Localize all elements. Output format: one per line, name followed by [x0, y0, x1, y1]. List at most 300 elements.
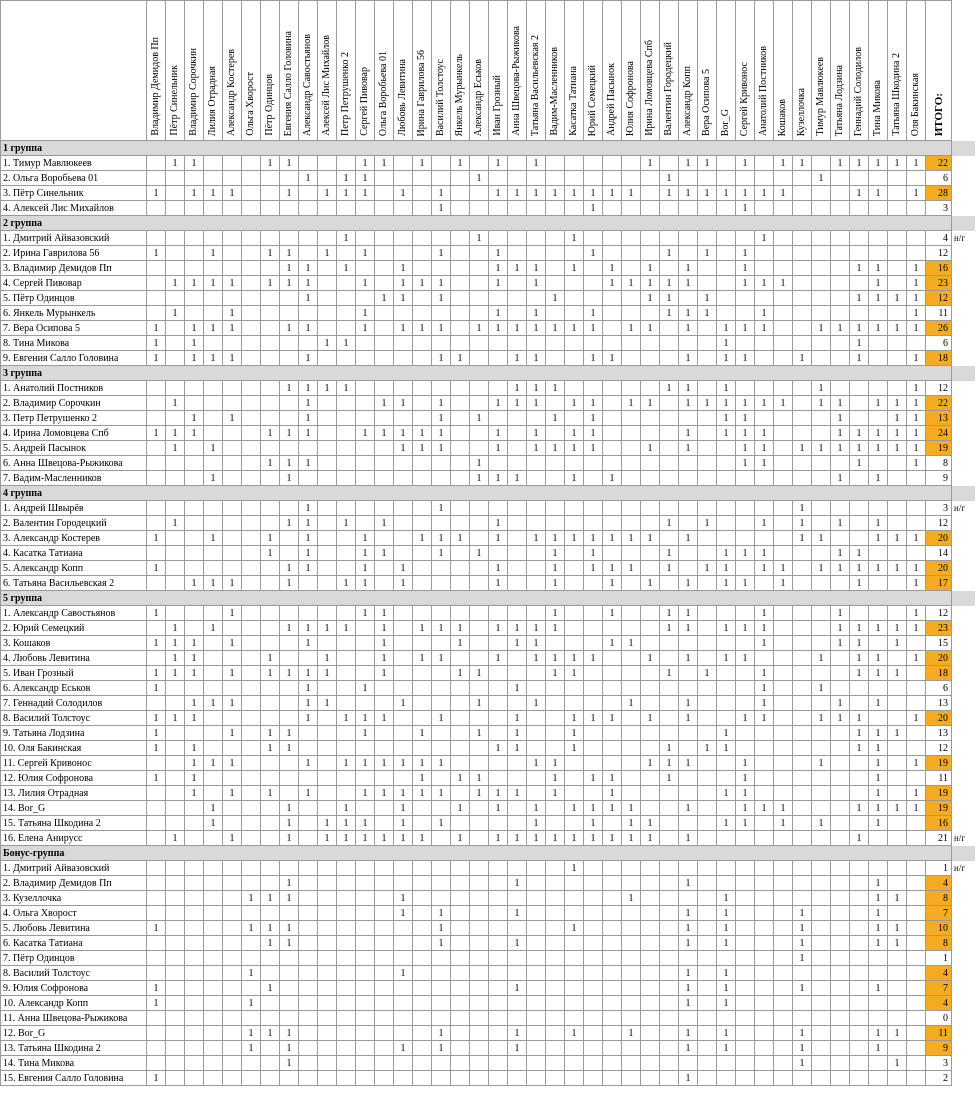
vote-cell — [451, 726, 470, 741]
vote-cell — [755, 201, 774, 216]
vote-cell — [223, 261, 242, 276]
vote-cell — [413, 306, 432, 321]
vote-cell — [166, 201, 185, 216]
vote-cell — [432, 516, 451, 531]
vote-cell — [356, 351, 375, 366]
vote-cell — [774, 426, 793, 441]
note-cell — [952, 1041, 976, 1056]
vote-cell: 1 — [413, 156, 432, 171]
vote-cell: 1 — [774, 561, 793, 576]
vote-cell — [470, 711, 489, 726]
vote-cell: 1 — [147, 336, 166, 351]
vote-cell: 1 — [698, 561, 717, 576]
vote-cell — [793, 681, 812, 696]
vote-cell — [907, 771, 926, 786]
vote-cell — [413, 411, 432, 426]
vote-cell — [527, 906, 546, 921]
vote-cell — [850, 231, 869, 246]
vote-cell — [413, 1011, 432, 1026]
vote-cell — [622, 171, 641, 186]
vote-cell — [565, 696, 584, 711]
vote-cell — [641, 231, 660, 246]
vote-cell — [223, 201, 242, 216]
vote-cell — [888, 576, 907, 591]
vote-cell — [622, 1056, 641, 1071]
total-cell: 18 — [926, 666, 952, 681]
vote-cell — [166, 861, 185, 876]
vote-cell — [261, 396, 280, 411]
vote-cell — [337, 351, 356, 366]
vote-cell — [565, 561, 584, 576]
vote-cell — [508, 516, 527, 531]
vote-cell — [337, 861, 356, 876]
vote-cell: 1 — [603, 351, 622, 366]
vote-cell: 1 — [470, 726, 489, 741]
vote-cell: 1 — [299, 171, 318, 186]
column-header-label: Александр Еськов — [473, 58, 484, 136]
vote-cell — [204, 831, 223, 846]
vote-cell — [831, 261, 850, 276]
vote-cell: 1 — [527, 276, 546, 291]
vote-cell: 1 — [432, 186, 451, 201]
vote-cell: 1 — [508, 726, 527, 741]
participant-name: 1. Андрей Швырёв — [1, 501, 147, 516]
vote-cell — [603, 741, 622, 756]
vote-cell — [185, 921, 204, 936]
vote-cell — [451, 681, 470, 696]
table-row — [1, 411, 976, 426]
column-header-label: Татьяна Шкодина 2 — [891, 53, 902, 136]
vote-cell — [679, 456, 698, 471]
vote-cell: 1 — [527, 306, 546, 321]
vote-cell: 1 — [584, 201, 603, 216]
vote-cell — [356, 501, 375, 516]
vote-cell — [888, 201, 907, 216]
vote-cell: 1 — [774, 156, 793, 171]
vote-cell — [204, 891, 223, 906]
table-row — [1, 1056, 976, 1071]
vote-cell: 1 — [660, 771, 679, 786]
vote-cell: 1 — [736, 186, 755, 201]
vote-cell — [223, 546, 242, 561]
vote-cell — [413, 261, 432, 276]
group-title: 1 группа — [1, 141, 952, 156]
vote-cell — [375, 981, 394, 996]
vote-cell — [755, 651, 774, 666]
vote-cell — [527, 246, 546, 261]
vote-cell: 1 — [204, 471, 223, 486]
vote-cell — [508, 336, 527, 351]
vote-cell — [432, 1011, 451, 1026]
vote-cell — [698, 471, 717, 486]
vote-cell — [622, 546, 641, 561]
vote-cell: 1 — [679, 936, 698, 951]
vote-cell: 1 — [280, 921, 299, 936]
vote-cell — [850, 381, 869, 396]
vote-cell — [907, 741, 926, 756]
vote-cell: 1 — [166, 516, 185, 531]
vote-cell — [413, 501, 432, 516]
vote-cell — [565, 1011, 584, 1026]
vote-cell — [793, 756, 812, 771]
vote-cell — [242, 1011, 261, 1026]
vote-cell: 1 — [394, 576, 413, 591]
vote-cell: 1 — [527, 816, 546, 831]
vote-cell — [850, 1011, 869, 1026]
vote-cell — [394, 981, 413, 996]
vote-cell — [280, 966, 299, 981]
vote-cell — [337, 276, 356, 291]
vote-cell — [432, 336, 451, 351]
table-row — [1, 996, 976, 1011]
vote-cell — [223, 921, 242, 936]
vote-cell — [603, 516, 622, 531]
vote-cell — [394, 921, 413, 936]
vote-cell — [204, 711, 223, 726]
total-cell: 4 — [926, 996, 952, 1011]
vote-cell — [869, 501, 888, 516]
vote-cell: 1 — [546, 411, 565, 426]
vote-cell — [888, 1071, 907, 1086]
vote-cell — [470, 1026, 489, 1041]
vote-cell: 1 — [356, 426, 375, 441]
note-cell — [952, 1011, 976, 1026]
vote-cell — [584, 276, 603, 291]
participant-name: 13. Лилия Отрадная — [1, 786, 147, 801]
vote-cell: 1 — [850, 156, 869, 171]
vote-cell — [261, 351, 280, 366]
vote-cell — [888, 771, 907, 786]
vote-cell — [451, 1011, 470, 1026]
vote-cell — [470, 741, 489, 756]
vote-cell — [850, 876, 869, 891]
vote-cell — [850, 201, 869, 216]
vote-cell — [546, 816, 565, 831]
participant-name: 6. Янкель Мурынкель — [1, 306, 147, 321]
vote-cell — [470, 876, 489, 891]
vote-cell — [375, 201, 394, 216]
vote-cell — [242, 576, 261, 591]
vote-cell: 1 — [679, 876, 698, 891]
vote-cell — [242, 636, 261, 651]
participant-name: 15. Татьяна Шкодина 2 — [1, 816, 147, 831]
vote-cell: 1 — [584, 546, 603, 561]
vote-cell — [641, 546, 660, 561]
table-row — [1, 801, 976, 816]
vote-cell — [584, 156, 603, 171]
vote-cell — [204, 936, 223, 951]
vote-cell — [679, 291, 698, 306]
vote-cell: 1 — [831, 441, 850, 456]
vote-cell — [869, 246, 888, 261]
vote-cell — [755, 1041, 774, 1056]
vote-cell — [166, 681, 185, 696]
vote-cell: 1 — [223, 606, 242, 621]
vote-cell — [470, 891, 489, 906]
vote-cell: 1 — [641, 531, 660, 546]
vote-cell: 1 — [755, 276, 774, 291]
vote-cell — [242, 201, 261, 216]
vote-cell — [869, 171, 888, 186]
vote-cell: 1 — [337, 816, 356, 831]
vote-cell: 1 — [185, 336, 204, 351]
vote-cell: 1 — [584, 246, 603, 261]
vote-cell — [261, 1056, 280, 1071]
vote-cell: 1 — [565, 801, 584, 816]
vote-cell — [603, 156, 622, 171]
vote-cell — [584, 171, 603, 186]
vote-cell — [432, 891, 451, 906]
vote-cell: 1 — [869, 726, 888, 741]
vote-cell — [470, 801, 489, 816]
vote-cell: 1 — [337, 711, 356, 726]
vote-cell — [204, 501, 223, 516]
vote-cell: 1 — [660, 606, 679, 621]
table-row — [1, 561, 976, 576]
vote-cell: 1 — [299, 261, 318, 276]
vote-cell — [907, 516, 926, 531]
vote-cell: 1 — [318, 816, 337, 831]
vote-cell — [318, 201, 337, 216]
vote-cell — [299, 651, 318, 666]
vote-cell — [679, 246, 698, 261]
vote-cell — [261, 1011, 280, 1026]
note-cell — [952, 696, 976, 711]
vote-cell — [698, 951, 717, 966]
vote-cell — [147, 276, 166, 291]
vote-cell — [584, 681, 603, 696]
vote-cell: 1 — [774, 576, 793, 591]
vote-cell — [793, 696, 812, 711]
vote-cell: 1 — [831, 621, 850, 636]
vote-cell — [166, 1026, 185, 1041]
group-title: 2 группа — [1, 216, 952, 231]
vote-cell — [546, 951, 565, 966]
vote-cell — [774, 336, 793, 351]
vote-cell — [603, 201, 622, 216]
vote-cell — [869, 576, 888, 591]
vote-cell: 1 — [394, 696, 413, 711]
vote-cell: 1 — [356, 816, 375, 831]
vote-cell: 1 — [603, 606, 622, 621]
vote-cell — [641, 861, 660, 876]
vote-cell: 1 — [717, 411, 736, 426]
vote-cell — [527, 771, 546, 786]
total-cell: 28 — [926, 186, 952, 201]
vote-cell: 1 — [280, 426, 299, 441]
vote-cell — [413, 201, 432, 216]
vote-cell — [888, 966, 907, 981]
vote-cell — [242, 711, 261, 726]
vote-cell — [451, 711, 470, 726]
vote-cell — [736, 606, 755, 621]
vote-cell: 1 — [584, 351, 603, 366]
vote-cell — [432, 696, 451, 711]
vote-cell: 1 — [280, 621, 299, 636]
vote-cell: 1 — [869, 1026, 888, 1041]
vote-cell — [280, 771, 299, 786]
vote-cell — [869, 951, 888, 966]
vote-cell: 1 — [470, 546, 489, 561]
vote-cell — [261, 186, 280, 201]
vote-cell — [774, 966, 793, 981]
participant-name: 3. Петр Петрушенко 2 — [1, 411, 147, 426]
vote-cell — [812, 696, 831, 711]
vote-cell — [413, 666, 432, 681]
vote-cell — [622, 456, 641, 471]
vote-cell — [812, 201, 831, 216]
vote-cell: 1 — [147, 681, 166, 696]
vote-cell — [432, 456, 451, 471]
vote-cell — [489, 951, 508, 966]
vote-cell — [546, 696, 565, 711]
vote-cell — [337, 876, 356, 891]
vote-cell: 1 — [755, 546, 774, 561]
vote-cell — [831, 1026, 850, 1041]
vote-cell — [356, 516, 375, 531]
vote-cell: 1 — [508, 261, 527, 276]
vote-cell — [812, 186, 831, 201]
vote-cell — [147, 951, 166, 966]
vote-cell — [679, 861, 698, 876]
vote-cell — [812, 1026, 831, 1041]
vote-cell — [508, 666, 527, 681]
vote-cell: 1 — [717, 981, 736, 996]
vote-cell: 1 — [793, 936, 812, 951]
vote-cell — [470, 276, 489, 291]
vote-cell — [451, 396, 470, 411]
vote-cell — [565, 351, 584, 366]
total-cell: 13 — [926, 411, 952, 426]
column-header — [337, 1, 356, 141]
vote-cell — [736, 696, 755, 711]
vote-cell — [508, 201, 527, 216]
vote-cell — [755, 471, 774, 486]
vote-cell — [736, 876, 755, 891]
vote-cell — [774, 246, 793, 261]
vote-cell — [223, 801, 242, 816]
vote-cell: 1 — [204, 816, 223, 831]
column-header — [622, 1, 641, 141]
vote-cell — [641, 306, 660, 321]
vote-cell: 1 — [299, 351, 318, 366]
vote-cell — [489, 636, 508, 651]
vote-cell — [527, 786, 546, 801]
vote-cell — [204, 456, 223, 471]
vote-cell: 1 — [774, 396, 793, 411]
vote-cell: 1 — [185, 426, 204, 441]
vote-cell — [660, 396, 679, 411]
column-header — [299, 1, 318, 141]
vote-cell — [774, 726, 793, 741]
vote-cell — [508, 426, 527, 441]
vote-cell — [375, 996, 394, 1011]
vote-cell — [584, 516, 603, 531]
column-header — [451, 1, 470, 141]
vote-cell: 1 — [356, 246, 375, 261]
vote-cell: 1 — [717, 621, 736, 636]
vote-cell — [755, 351, 774, 366]
table-row — [1, 336, 976, 351]
vote-cell — [375, 1056, 394, 1071]
vote-cell — [261, 1071, 280, 1086]
vote-cell: 1 — [565, 426, 584, 441]
note-cell — [952, 891, 976, 906]
vote-cell: 1 — [850, 456, 869, 471]
vote-cell — [850, 936, 869, 951]
vote-cell — [793, 576, 812, 591]
vote-cell — [774, 681, 793, 696]
vote-cell — [660, 1026, 679, 1041]
vote-cell: 1 — [337, 186, 356, 201]
vote-cell: 1 — [223, 696, 242, 711]
vote-cell: 1 — [147, 426, 166, 441]
vote-cell — [698, 801, 717, 816]
vote-cell: 1 — [489, 261, 508, 276]
vote-cell — [242, 1071, 261, 1086]
vote-cell: 1 — [299, 546, 318, 561]
total-cell: 21 — [926, 831, 952, 846]
vote-cell: 1 — [451, 831, 470, 846]
column-header — [413, 1, 432, 141]
vote-cell — [774, 1071, 793, 1086]
vote-cell — [660, 321, 679, 336]
vote-cell — [489, 981, 508, 996]
vote-cell: 1 — [888, 891, 907, 906]
vote-cell: 1 — [907, 276, 926, 291]
vote-cell — [831, 801, 850, 816]
vote-cell — [356, 291, 375, 306]
vote-cell — [736, 171, 755, 186]
vote-cell — [394, 156, 413, 171]
vote-cell — [375, 441, 394, 456]
group-header-row — [1, 141, 976, 156]
vote-cell — [546, 336, 565, 351]
vote-cell — [147, 786, 166, 801]
vote-cell — [831, 351, 850, 366]
vote-cell: 1 — [565, 651, 584, 666]
vote-cell: 1 — [261, 921, 280, 936]
vote-cell: 1 — [679, 261, 698, 276]
vote-cell — [603, 546, 622, 561]
vote-cell: 1 — [660, 741, 679, 756]
vote-cell — [755, 156, 774, 171]
vote-cell: 1 — [869, 891, 888, 906]
table-row — [1, 321, 976, 336]
vote-cell — [147, 516, 166, 531]
vote-cell: 1 — [299, 276, 318, 291]
vote-cell: 1 — [736, 786, 755, 801]
vote-cell: 1 — [166, 396, 185, 411]
vote-cell — [223, 891, 242, 906]
vote-cell: 1 — [280, 276, 299, 291]
vote-cell — [413, 1026, 432, 1041]
vote-cell: 1 — [527, 531, 546, 546]
vote-cell — [793, 336, 812, 351]
vote-cell — [299, 981, 318, 996]
vote-cell: 1 — [337, 336, 356, 351]
vote-cell — [831, 816, 850, 831]
vote-cell: 1 — [831, 411, 850, 426]
vote-cell — [831, 861, 850, 876]
total-cell: 19 — [926, 441, 952, 456]
vote-cell: 1 — [888, 156, 907, 171]
vote-cell — [337, 636, 356, 651]
vote-cell: 1 — [584, 411, 603, 426]
vote-cell — [755, 786, 774, 801]
vote-cell — [432, 726, 451, 741]
vote-cell: 1 — [432, 321, 451, 336]
